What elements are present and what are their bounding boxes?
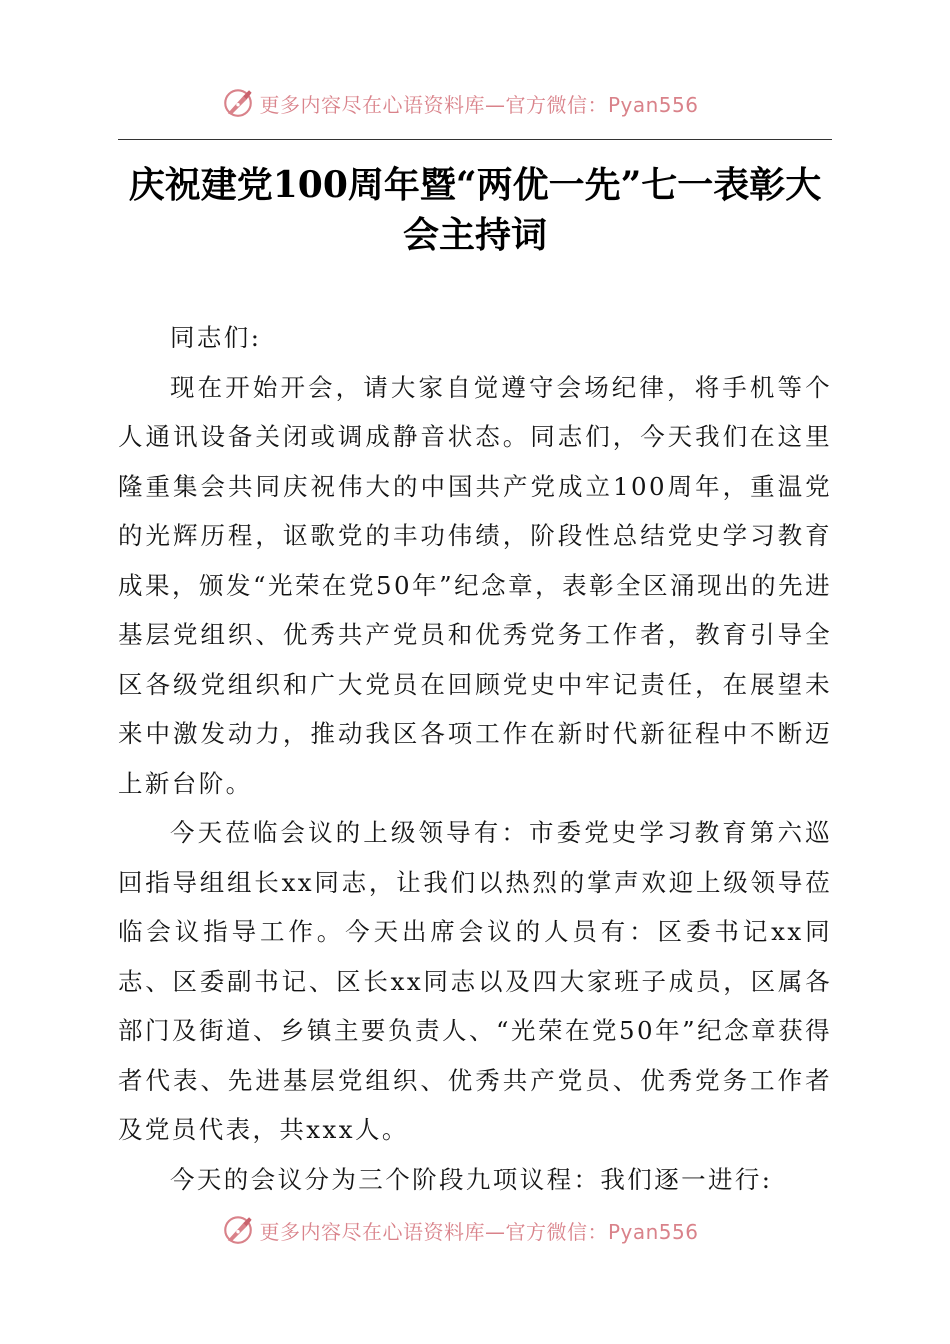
footer-watermark (0, 1210, 950, 1250)
document-title (100, 160, 850, 260)
header-watermark (0, 83, 950, 123)
watermark-text: 更多内容尽在心语资料库—官方微信：Pyan556 (259, 1219, 699, 1244)
document-body (118, 313, 832, 1204)
header-divider (118, 139, 832, 140)
paragraph-agenda: 今天的会议分为三个阶段九项议程：我们逐一进行: (170, 1164, 773, 1194)
paragraph-salutation: 同志们: (170, 323, 262, 352)
paragraph-attendees: 今天莅临会议的上级领导有：市委党史学习教育第六巡回指导组组长xx同志，让我们以热烈的掌声欢迎上级领导莅临会议指导工作。今天出席会议的人员有：区委书记xx同志、区委副书记、区长xx同志以及四大家班子成员，区属各部门及街道、乡镇主要负责人、“光荣在党50年”纪念章获得者代表、先进基层党组织、优秀共产党员、优秀党务工作者及党员代表，共xxx人。 (118, 818, 832, 1144)
watermark-text: 更多内容尽在心语资料库—官方微信：Pyan556 (259, 92, 699, 117)
paragraph-opening: 现在开始开会，请大家自觉遵守会场纪律，将手机等个人通讯设备关闭或调成静音状态。同志们，今天我们在这里隆重集会共同庆祝伟大的中国共产党成立100周年，重温党的光辉历程，讴歌党的丰功伟绩，阶段性总结党史学习教育成果，颁发“光荣在党50年”纪念章，表彰全区涌现出的先进基层党组织、优秀共产党员和优秀党务工作者，教育引导全区各级党组织和广大党员在回顾党史中牢记责任，在展望未来中激发动力，推动我区各项工作在新时代新征程中不断迈上新台阶。 (118, 372, 832, 798)
pen-nib-logo-icon (221, 86, 255, 120)
pen-nib-logo-icon (221, 1213, 255, 1247)
title-line-2: 会主持词 (402, 214, 547, 256)
title-line-1: 庆祝建党100周年暨“两优一先”七一表彰大 (128, 164, 822, 206)
